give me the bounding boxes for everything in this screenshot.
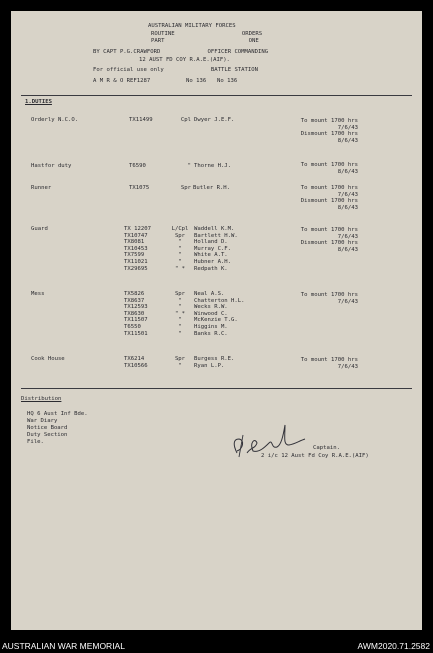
duty-names: Dwyer J.E.F. bbox=[194, 117, 235, 123]
duty-times: To mount 1700 hrs 7/6/43 bbox=[300, 292, 358, 305]
duty-label: Guard bbox=[31, 226, 48, 232]
signature-title: Captain. bbox=[313, 445, 340, 451]
footer-accession: AWM2020.71.2582 bbox=[357, 641, 430, 651]
duty-times: To mount 1700 hrs 7/6/43 Dismount 1700 hrs 8/6/43 bbox=[300, 118, 358, 144]
duty-numbers: T6590 bbox=[129, 163, 146, 169]
signature-unit: 2 i/c 12 Aust Fd Coy R.A.E.(AIF) bbox=[261, 453, 369, 459]
top-rule bbox=[21, 95, 412, 96]
duty-names: Butler R.H. bbox=[193, 185, 231, 191]
duty-ranks: Cpl bbox=[180, 117, 191, 123]
distribution-item: Notice Board bbox=[27, 425, 68, 431]
duty-label: Cook House bbox=[31, 356, 65, 362]
duty-label: Runner bbox=[31, 185, 52, 191]
duty-ranks: Spr bbox=[180, 185, 191, 191]
duty-numbers: TX5826 TX8637 TX12593 TX8630 TX11507 T6550 TX11501 bbox=[124, 291, 148, 337]
section-title: 1.DUTIES bbox=[25, 99, 52, 105]
duty-ranks: Spr " bbox=[174, 356, 186, 369]
duty-names: Burgess R.E. Ryan L.P. bbox=[194, 356, 235, 369]
document-page bbox=[11, 11, 422, 630]
header-part-one: PART ONE bbox=[151, 38, 259, 44]
duty-label: Hastfor duty bbox=[31, 163, 72, 169]
header-routine-orders: ROUTINE ORDERS bbox=[151, 31, 263, 37]
header-order-number: No 136 bbox=[186, 78, 207, 84]
header-reference: A M R & O REF1287 bbox=[93, 78, 151, 84]
duty-times: To mount 1700 hrs 7/6/43 Dismount 1700 hrs 8/6/43 bbox=[300, 227, 358, 253]
duty-numbers: TX1075 bbox=[129, 185, 150, 191]
distribution-item: File. bbox=[27, 439, 44, 445]
duty-numbers: TX11499 bbox=[129, 117, 153, 123]
duty-times: To mount 1700 hrs 7/6/43 Dismount 1700 hrs 8/6/43 bbox=[300, 185, 358, 211]
duty-ranks: Spr " " " * " " " bbox=[174, 291, 186, 337]
distribution-title: Distribution bbox=[21, 396, 62, 402]
distribution-item: Duty Section bbox=[27, 432, 68, 438]
duty-numbers: TX 12207 TX10747 TX8081 TX10453 TX7599 TX11021 TX29695 bbox=[124, 226, 151, 272]
duty-numbers: TX6214 TX10566 bbox=[124, 356, 148, 369]
header-order-number-overtype: No 136 bbox=[217, 78, 238, 84]
duty-ranks: L/Cpl Spr " " " " " * bbox=[171, 226, 189, 272]
header-title: AUSTRALIAN MILITARY FORCES bbox=[148, 23, 236, 29]
duty-names: Waddell K.M. Bartlett H.W. Holland D. Murray C.F. White A.T. Hubner A.H. Redpath K. bbox=[194, 226, 238, 272]
header-by-line: BY CAPT P.G.CRAWFORD OFFICER COMMANDING bbox=[93, 49, 269, 55]
header-official-use: For official use only BATTLE STATION bbox=[93, 67, 259, 73]
duty-names: Thorne H.J. bbox=[194, 163, 232, 169]
duty-label: Mess bbox=[31, 291, 45, 297]
footer-source: AUSTRALIAN WAR MEMORIAL bbox=[2, 641, 125, 651]
duty-label: Orderly N.C.O. bbox=[31, 117, 79, 123]
duty-times: To mount 1700 hrs 7/6/43 bbox=[300, 357, 358, 370]
duty-names: Neal A.S. Chatterton H.L. Wecks R.W. Winwood C. McKenzie T.G. Higgins M. Banks R.C. bbox=[194, 291, 245, 337]
header-unit: 12 AUST FD COY R.A.E.(AIF). bbox=[139, 57, 230, 63]
distribution-item: War Diary bbox=[27, 418, 58, 424]
duty-times: To mount 1700 hrs 8/6/43 bbox=[300, 162, 358, 175]
duty-ranks: " bbox=[187, 163, 191, 169]
bottom-rule bbox=[21, 388, 412, 389]
distribution-item: HQ 6 Aust Inf Bde. bbox=[27, 411, 88, 417]
